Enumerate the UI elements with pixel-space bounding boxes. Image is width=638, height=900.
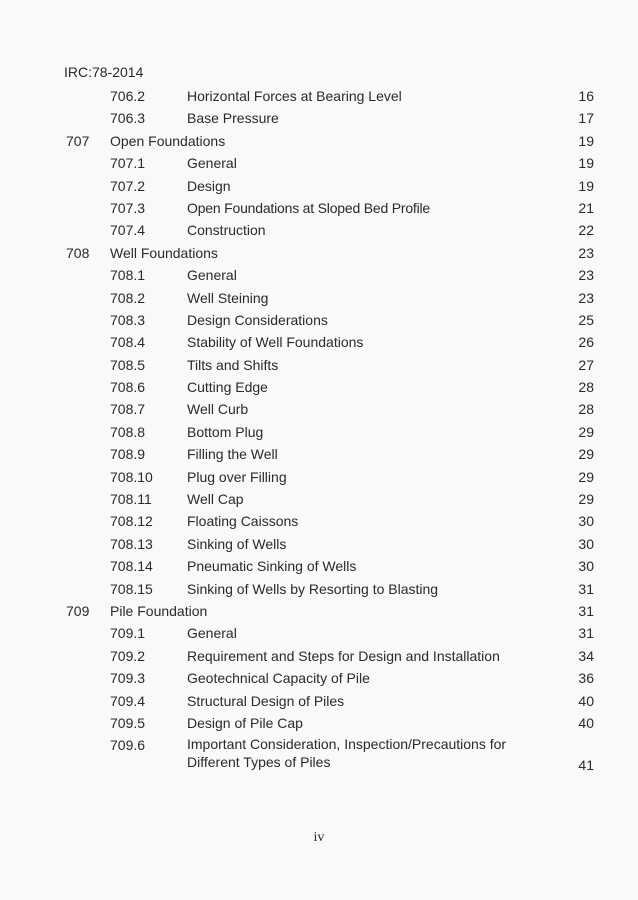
toc-entry bbox=[0, 377, 638, 399]
toc-entry-title: General bbox=[187, 625, 237, 642]
toc-entry-number: 708.5 bbox=[110, 356, 146, 373]
toc-entry-title: Well Curb bbox=[187, 401, 249, 418]
toc-entry-number: 706.3 bbox=[110, 110, 146, 127]
toc-entry-title: Stability of Well Foundations bbox=[187, 334, 364, 351]
toc-section bbox=[0, 243, 638, 265]
toc-section-title: Well Foundations bbox=[110, 244, 218, 261]
toc-section-number: 709 bbox=[66, 602, 90, 619]
toc-entry bbox=[0, 444, 638, 466]
toc-entry-title: Cutting Edge bbox=[187, 379, 268, 396]
toc-entry-title: Tilts and Shifts bbox=[187, 356, 279, 373]
toc-section-number: 707 bbox=[66, 132, 90, 149]
toc-section bbox=[0, 601, 638, 623]
toc-entry-page: 27 bbox=[578, 356, 594, 373]
toc-entry bbox=[0, 355, 638, 377]
toc-entry bbox=[0, 108, 638, 130]
toc-entry-title: Open Foundations at Sloped Bed Profile bbox=[187, 199, 431, 216]
toc-entry-number: 707.4 bbox=[110, 222, 146, 239]
toc-entry-title: Requirement and Steps for Design and Installation bbox=[187, 647, 500, 664]
toc-entry-page: 25 bbox=[578, 311, 594, 328]
toc-entry-page: 30 bbox=[578, 535, 594, 552]
toc-entry bbox=[0, 310, 638, 332]
toc-entry-number: 708.14 bbox=[110, 558, 153, 575]
toc-section-page: 31 bbox=[578, 602, 594, 619]
toc-entry-number: 708.8 bbox=[110, 423, 146, 440]
document-code: IRC:78-2014 bbox=[64, 64, 144, 80]
toc-entry-title: General bbox=[187, 155, 237, 172]
toc-entry-number: 708.12 bbox=[110, 513, 153, 530]
toc-entry-page: 17 bbox=[578, 110, 594, 127]
toc-entry-page: 29 bbox=[578, 423, 594, 440]
toc-entry-number: 707.1 bbox=[110, 155, 146, 172]
toc-entry bbox=[0, 534, 638, 556]
toc-entry-number: 708.2 bbox=[110, 289, 146, 306]
toc-entry bbox=[0, 265, 638, 287]
table-of-contents bbox=[0, 86, 638, 781]
toc-entry-page: 22 bbox=[578, 222, 594, 239]
toc-entry-title: Design of Pile Cap bbox=[187, 714, 303, 731]
toc-entry bbox=[0, 153, 638, 175]
toc-entry-number: 707.3 bbox=[110, 199, 146, 216]
toc-entry-page: 31 bbox=[578, 580, 594, 597]
toc-entry-page: 29 bbox=[578, 491, 594, 508]
toc-entry bbox=[0, 713, 638, 735]
toc-entry-page: 16 bbox=[578, 88, 594, 104]
toc-entry bbox=[0, 220, 638, 242]
toc-entry bbox=[0, 511, 638, 533]
toc-entry-number: 708.7 bbox=[110, 401, 146, 418]
toc-entry-title: Bottom Plug bbox=[187, 423, 264, 440]
toc-entry bbox=[0, 332, 638, 354]
toc-entry-page: 23 bbox=[578, 289, 594, 306]
toc-entry-page: 36 bbox=[578, 670, 594, 687]
toc-entry-number: 709.2 bbox=[110, 647, 146, 664]
toc-entry bbox=[0, 399, 638, 421]
toc-entry-number: 709.3 bbox=[110, 670, 146, 687]
toc-entry-title: Floating Caissons bbox=[187, 513, 299, 530]
toc-entry bbox=[0, 556, 638, 578]
toc-entry bbox=[0, 176, 638, 198]
toc-entry-page: 41 bbox=[578, 757, 594, 774]
toc-entry-number: 708.3 bbox=[110, 311, 146, 328]
page-number-footer: iv bbox=[313, 830, 325, 845]
toc-entry-number: 708.9 bbox=[110, 446, 146, 463]
toc-entry-title: Base Pressure bbox=[187, 110, 279, 127]
toc-entry bbox=[0, 668, 638, 690]
toc-entry-number: 709.4 bbox=[110, 692, 146, 709]
toc-entry-title: Design bbox=[187, 177, 231, 194]
toc-entry-page: 21 bbox=[578, 199, 594, 216]
toc-section-title: Pile Foundation bbox=[110, 602, 208, 619]
toc-entry bbox=[0, 489, 638, 511]
toc-entry-title: Horizontal Forces at Bearing Level bbox=[187, 88, 402, 104]
toc-entry bbox=[0, 735, 638, 781]
toc-section-page: 19 bbox=[578, 132, 594, 149]
toc-entry bbox=[0, 86, 638, 108]
toc-entry-number: 708.13 bbox=[110, 535, 153, 552]
toc-entry-page: 28 bbox=[578, 379, 594, 396]
toc-entry-title: Filling the Well bbox=[187, 446, 278, 463]
toc-entry bbox=[0, 288, 638, 310]
toc-entry-number: 708.11 bbox=[110, 491, 152, 508]
toc-section-number: 708 bbox=[66, 244, 90, 261]
toc-entry bbox=[0, 579, 638, 601]
toc-entry-title: Sinking of Wells by Resorting to Blasting bbox=[187, 580, 439, 597]
toc-entry bbox=[0, 646, 638, 668]
toc-entry bbox=[0, 198, 638, 220]
toc-entry-title: Sinking of Wells bbox=[187, 535, 287, 552]
toc-entry-page: 30 bbox=[578, 558, 594, 575]
toc-entry-number: 709.5 bbox=[110, 714, 146, 731]
toc-entry-title: Construction bbox=[187, 222, 266, 239]
toc-entry-title: Important Consideration, Inspection/Precautions for Different Types of Piles bbox=[187, 736, 507, 771]
toc-entry-number: 708.4 bbox=[110, 334, 146, 351]
toc-entry-page: 19 bbox=[578, 155, 594, 172]
toc-entry-title: Geotechnical Capacity of Pile bbox=[187, 670, 370, 687]
toc-entry-number: 708.15 bbox=[110, 580, 153, 597]
toc-entry bbox=[0, 691, 638, 713]
toc-entry-page: 30 bbox=[578, 513, 594, 530]
toc-entry-number: 708.10 bbox=[110, 468, 153, 485]
toc-entry-number: 706.2 bbox=[110, 88, 146, 104]
toc-entry-page: 34 bbox=[578, 647, 594, 664]
toc-entry-page: 19 bbox=[578, 177, 594, 194]
toc-entry-page: 29 bbox=[578, 446, 594, 463]
toc-entry bbox=[0, 623, 638, 645]
toc-entry-page: 31 bbox=[578, 625, 594, 642]
toc-entry-title: Well Steining bbox=[187, 289, 269, 306]
toc-entry-title: Pneumatic Sinking of Wells bbox=[187, 558, 357, 575]
toc-entry-title: General bbox=[187, 267, 237, 284]
toc-entry-page: 28 bbox=[578, 401, 594, 418]
toc-entry-title: Structural Design of Piles bbox=[187, 692, 345, 709]
toc-entry-page: 23 bbox=[578, 267, 594, 284]
toc-entry-number: 709.6 bbox=[110, 737, 146, 754]
toc-section bbox=[0, 131, 638, 153]
toc-section-title: Open Foundations bbox=[110, 132, 226, 149]
toc-entry bbox=[0, 467, 638, 489]
toc-entry-number: 708.1 bbox=[110, 267, 146, 284]
toc-section-page: 23 bbox=[578, 244, 594, 261]
toc-entry-page: 40 bbox=[578, 714, 594, 731]
toc-entry-page: 40 bbox=[578, 692, 594, 709]
toc-entry-page: 26 bbox=[578, 334, 594, 351]
toc-entry-page: 29 bbox=[578, 468, 594, 485]
toc-entry bbox=[0, 422, 638, 444]
toc-entry-title: Well Cap bbox=[187, 491, 244, 508]
toc-entry-number: 708.6 bbox=[110, 379, 146, 396]
toc-entry-number: 707.2 bbox=[110, 177, 146, 194]
toc-entry-title: Design Considerations bbox=[187, 311, 328, 328]
toc-entry-title: Plug over Filling bbox=[187, 468, 287, 485]
toc-entry-number: 709.1 bbox=[110, 625, 146, 642]
